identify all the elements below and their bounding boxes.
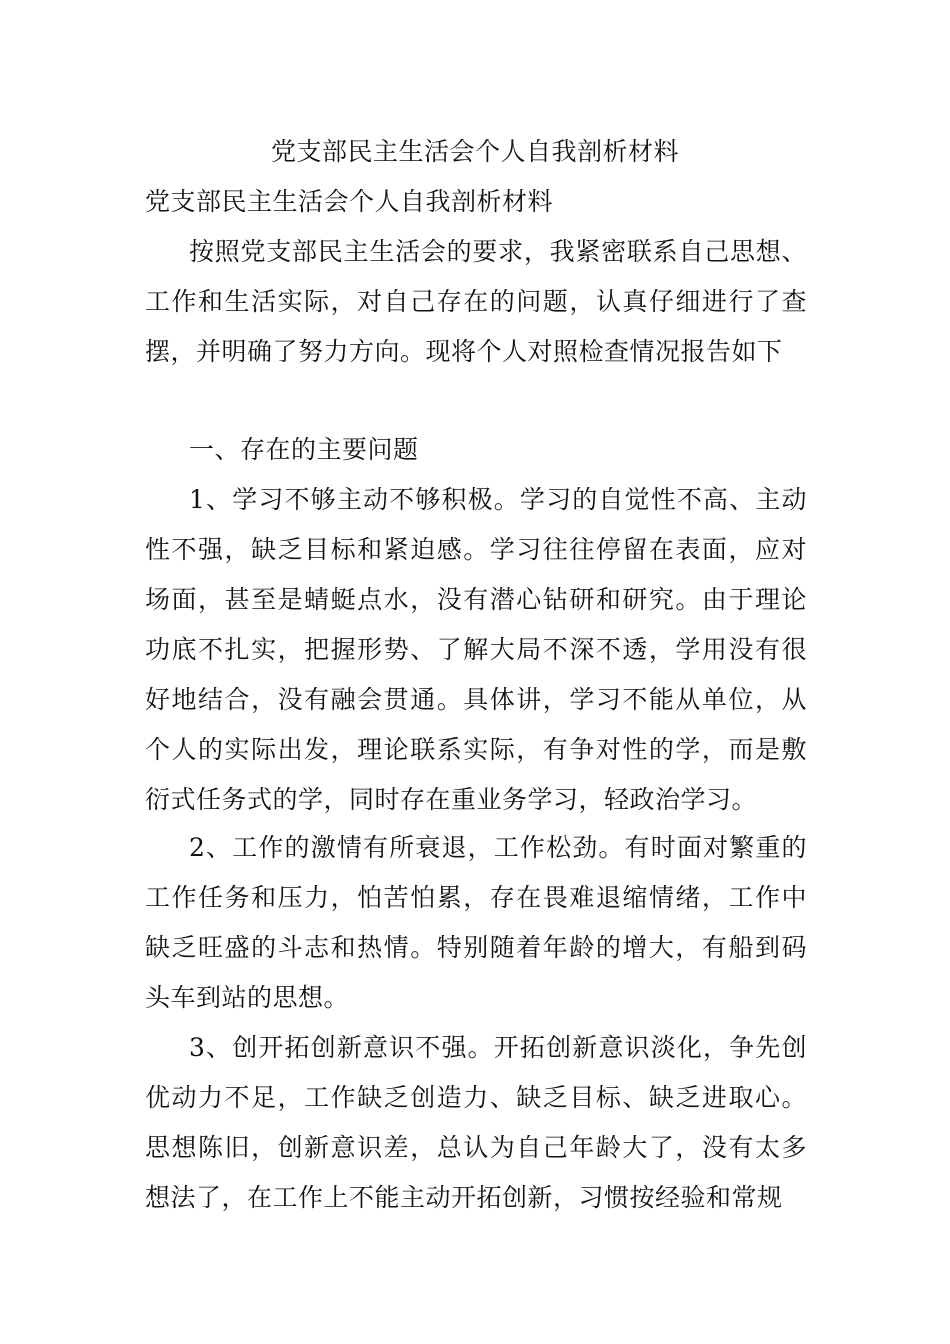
problem-item-2: 2、工作的激情有所衰退，工作松劲。有时面对繁重的工作任务和压力，怕苦怕累，存在畏难退缩情绪，工作中缺乏旺盛的斗志和热情。特别随着年龄的增大，有船到码头车到站的思想。	[145, 833, 807, 1012]
intro-paragraph: 按照党支部民主生活会的要求，我紧密联系自己思想、工作和生活实际，对自己存在的问题，认真仔细进行了查摆，并明确了努力方向。现将个人对照检查情况报告如下	[145, 237, 807, 366]
problem-item-3: 3、创开拓创新意识不强。开拓创新意识淡化，争先创优动力不足，工作缺乏创造力、缺乏目标、缺乏进取心。思想陈旧，创新意识差，总认为自己年龄大了，没有太多想法了，在工作上不能主动开拓创新，习惯按经验和常规	[145, 1033, 807, 1212]
document-title: 党支部民主生活会个人自我剖析材料	[270, 137, 679, 166]
section-heading: 一、存在的主要问题	[189, 435, 419, 464]
problem-item-1: 1、学习不够主动不够积极。学习的自觉性不高、主动性不强，缺乏目标和紧迫感。学习往往停留在表面，应对场面，甚至是蜻蜓点水，没有潜心钻研和研究。由于理论功底不扎实，把握形势、了解大局不深不透，学用没有很好地结合，没有融会贯通。具体讲，学习不能从单位，从个人的实际出发，理论联系实际，有争对性的学，而是敷衍式任务式的学，同时存在重业务学习，轻政治学习。	[145, 485, 807, 814]
document-subtitle: 党支部民主生活会个人自我剖析材料	[145, 187, 554, 216]
